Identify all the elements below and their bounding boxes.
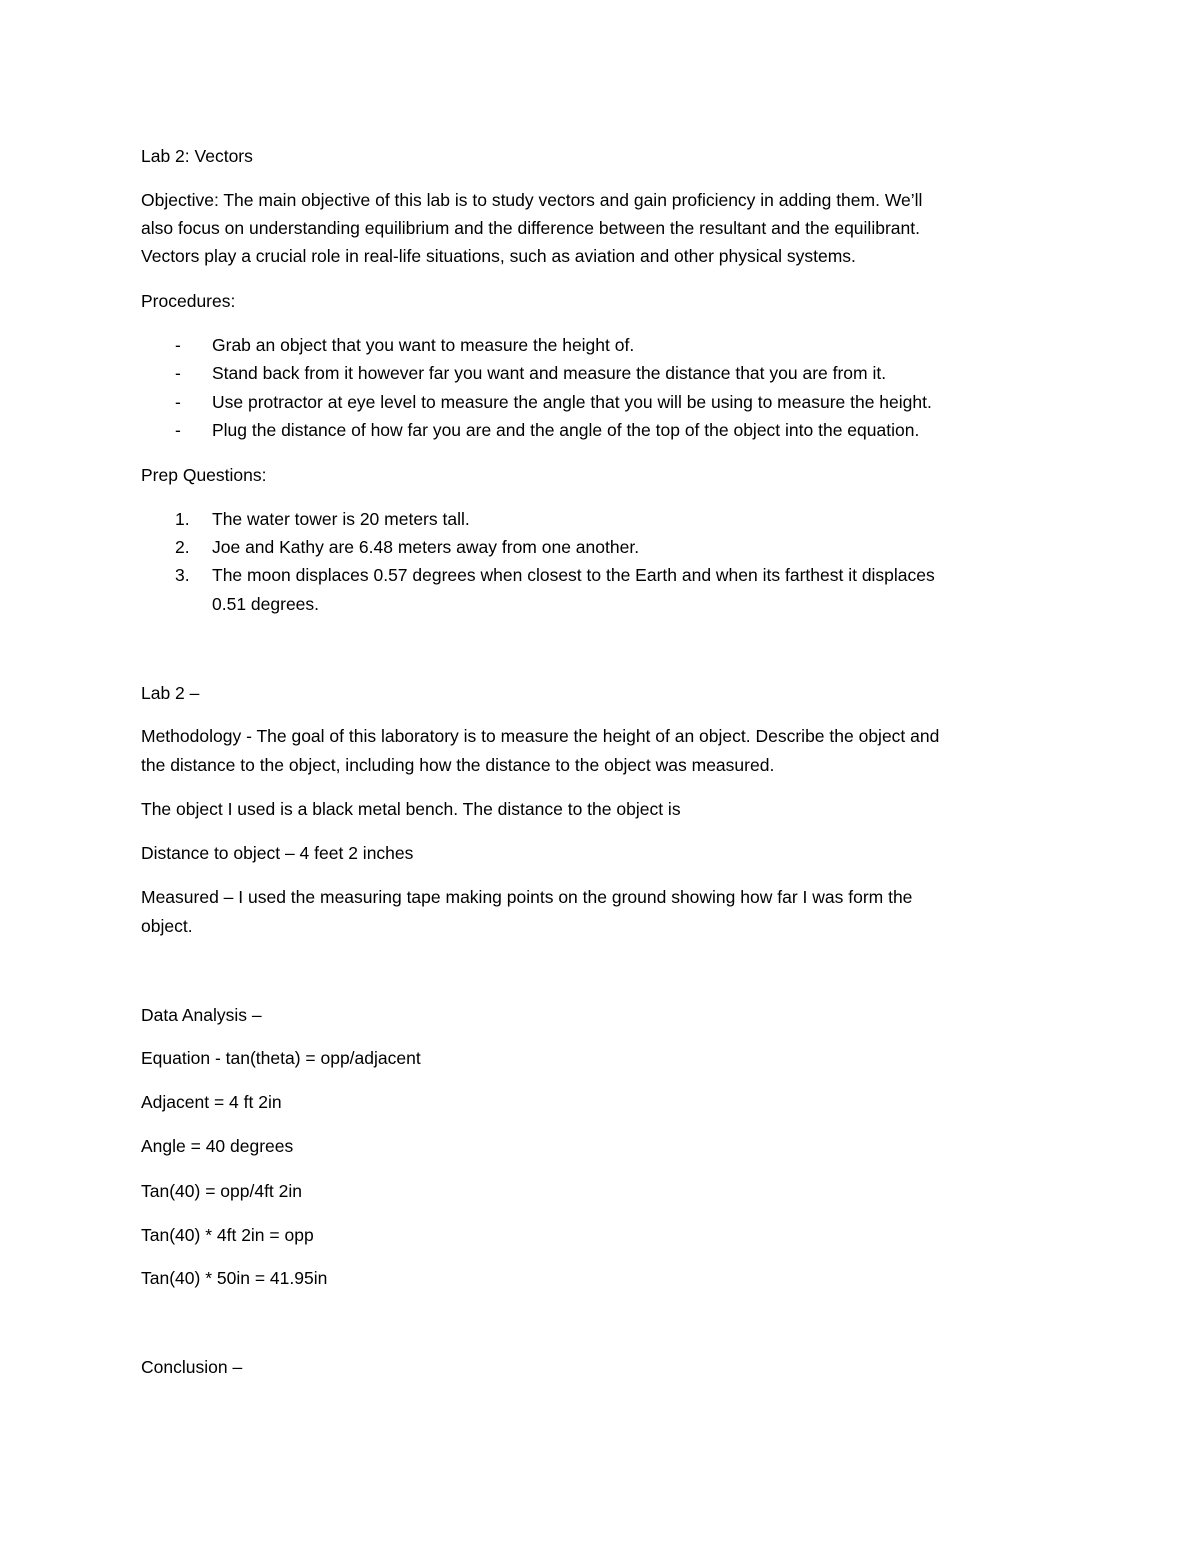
prep-question-text: Joe and Kathy are 6.48 meters away from one another.: [212, 537, 640, 557]
document-title: Lab 2: Vectors: [141, 146, 253, 166]
prep-questions-heading: Prep Questions:: [141, 465, 267, 485]
lab2-heading: Lab 2 –: [141, 683, 200, 703]
list-bullet: -: [175, 363, 181, 383]
object-description: The object I used is a black metal bench. The distance to the object is: [141, 799, 681, 819]
measured-line-1: Measured – I used the measuring tape making points on the ground showing how far I was form the: [141, 887, 913, 907]
prep-question-text: The moon displaces 0.57 degrees when closest to the Earth and when its farthest it displaces: [212, 565, 935, 585]
list-number: 1.: [175, 509, 190, 529]
procedure-text: Use protractor at eye level to measure the angle that you will be using to measure the height.: [212, 392, 932, 412]
calculation-line-3: Tan(40) * 50in = 41.95in: [141, 1268, 328, 1288]
objective-line-2: also focus on understanding equilibrium and the difference between the resultant and the equilibrant.: [141, 218, 920, 238]
angle-line: Angle = 40 degrees: [141, 1136, 294, 1156]
conclusion-heading: Conclusion –: [141, 1357, 243, 1377]
methodology-line-2: the distance to the object, including how the distance to the object was measured.: [141, 755, 775, 775]
calculation-line-1: Tan(40) = opp/4ft 2in: [141, 1181, 303, 1201]
data-analysis-heading: Data Analysis –: [141, 1005, 262, 1025]
procedures-heading: Procedures:: [141, 291, 236, 311]
list-bullet: -: [175, 392, 181, 412]
equation-line: Equation - tan(theta) = opp/adjacent: [141, 1048, 421, 1068]
list-number: 2.: [175, 537, 190, 557]
procedure-text: Grab an object that you want to measure the height of.: [212, 335, 635, 355]
distance-text: Distance to object – 4 feet 2 inches: [141, 843, 414, 863]
procedure-text: Plug the distance of how far you are and the angle of the top of the object into the equation.: [212, 420, 920, 440]
objective-line-3: Vectors play a crucial role in real-life situations, such as aviation and other physical systems.: [141, 246, 856, 266]
list-bullet: -: [175, 335, 181, 355]
prep-question-text: The water tower is 20 meters tall.: [212, 509, 470, 529]
measured-line-2: object.: [141, 916, 193, 936]
methodology-line-1: Methodology - The goal of this laboratory is to measure the height of an object. Describe the object and: [141, 726, 940, 746]
list-number: 3.: [175, 565, 190, 585]
procedure-text: Stand back from it however far you want and measure the distance that you are from it.: [212, 363, 887, 383]
adjacent-line: Adjacent = 4 ft 2in: [141, 1092, 282, 1112]
calculation-line-2: Tan(40) * 4ft 2in = opp: [141, 1225, 314, 1245]
objective-line-1: Objective: The main objective of this lab is to study vectors and gain proficiency in adding them. We’ll: [141, 190, 923, 210]
prep-question-text: 0.51 degrees.: [212, 594, 320, 614]
list-bullet: -: [175, 420, 181, 440]
